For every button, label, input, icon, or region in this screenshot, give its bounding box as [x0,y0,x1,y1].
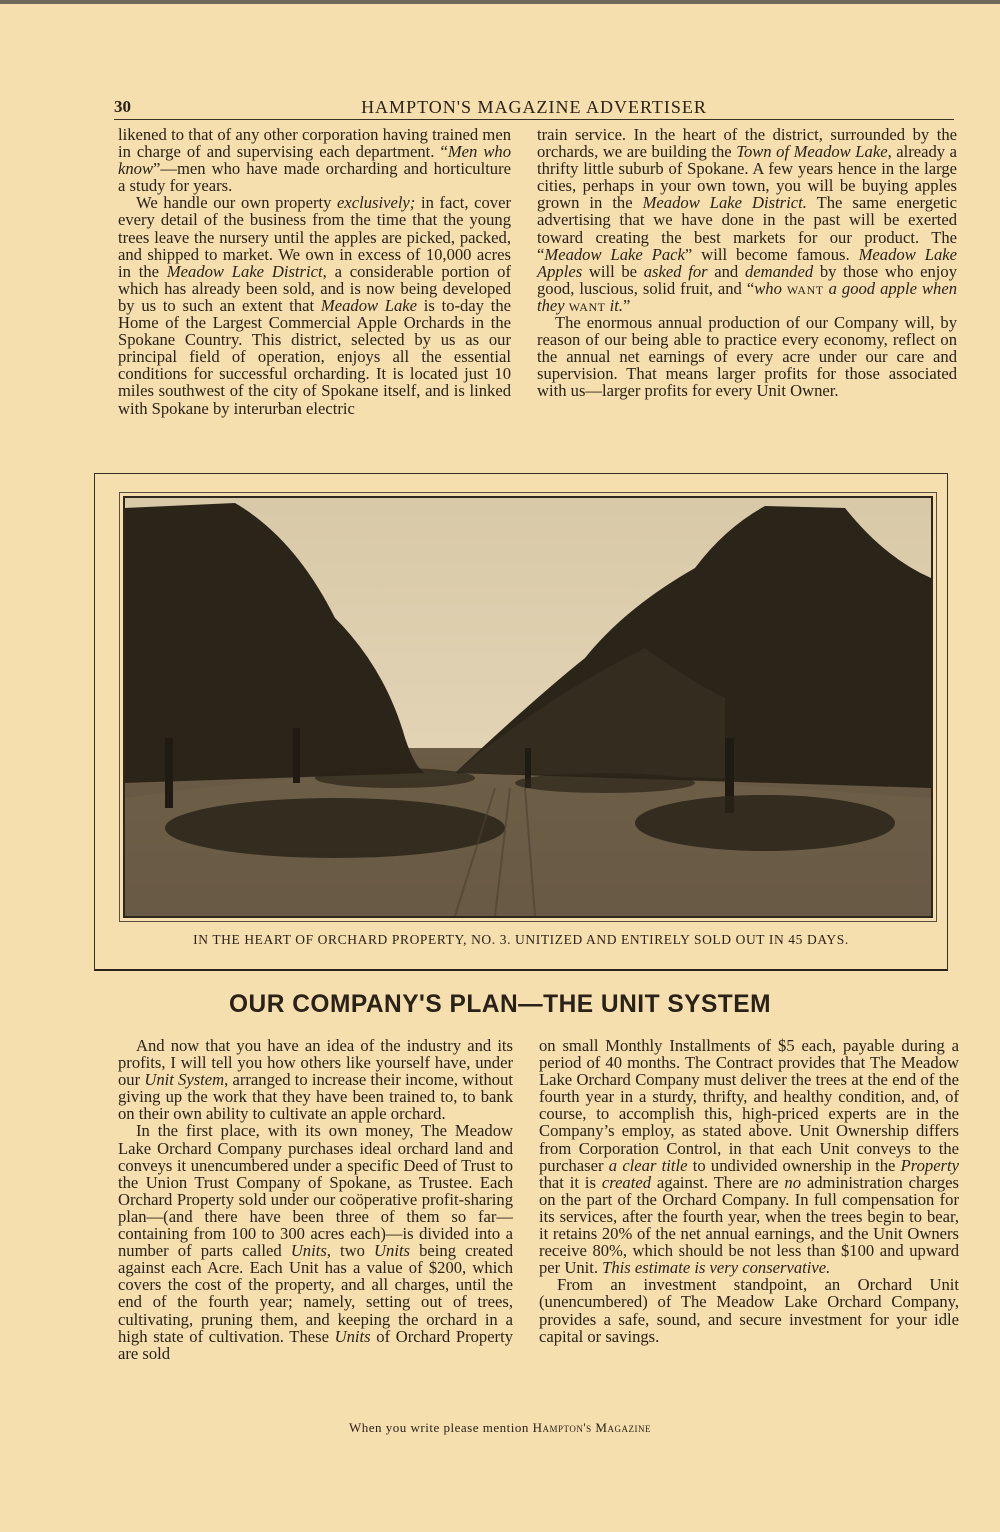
text-run: , already a thrifty little suburb of Spokane. A few years hence in the large cities, perhaps in your own town, you will be buying apples grown in the [537,142,958,213]
tree-shadow [165,798,505,858]
emphasis-text: Town of Meadow Lake [736,142,888,162]
emphasis-text: Meadow Lake Apples [537,244,957,281]
emphasis-text: Men who know [118,142,511,179]
paragraph [537,314,957,399]
paragraph [118,1122,513,1361]
page-header [114,97,954,120]
paragraph [539,1037,959,1276]
emphasis-text: Meadow Lake District [166,261,323,281]
paragraph [118,1037,513,1122]
text-run: in fact, cover every detail of the business from the time that the young trees leave the nursery until the apples are picked, packed, and shipped to market. We own in excess of 10,000 acres in the [118,193,511,281]
text-run: And now that you have an idea of the industry and its profits, I will tell you how others like yourself have, under our [118,1036,513,1090]
bottom-right-column [539,1037,959,1345]
top-left-column [118,126,511,417]
text-run: against. There are [651,1172,785,1192]
text-run: likened to that of any other corporation having trained men in charge of and supervising each department. “ [118,125,511,162]
paragraph [118,194,511,416]
text-run: and [707,261,745,281]
emphasis-text: Meadow Lake [320,295,418,315]
photo-frame [94,473,948,971]
emphasis-text: who [754,278,787,298]
emphasis-text: a clear title [608,1155,688,1175]
bottom-left-column [118,1037,513,1362]
photo-caption: IN THE HEART OF ORCHARD PROPERTY, NO. 3. UNITIZED AND ENTIRELY SOLD OUT IN 45 DAYS. [193,932,849,947]
text-run: being created against each Acre. Each Unit has a value of $200, which covers the cost of the property, and all charges, until the end of the fourth year; namely, setting out of trees, cultivating, pruning them, and keeping the orchard in a high state of cultivation. These [118,1241,513,1346]
tree-shadow [515,773,695,793]
text-run: From an investment standpoint, an Orchard Unit (unencumbered) of The Meadow Lake Orchard Company, provides a safe, sound, and secure investment for your idle capital or savings. [539,1275,959,1346]
tree-trunk [165,738,173,808]
tree-trunk [293,728,300,783]
paragraph [118,126,511,194]
emphasis-text: Unit System [144,1070,225,1090]
section-heading: OUR COMPANY'S PLAN—THE UNIT SYSTEM [228,990,772,1018]
text-run: , two [326,1241,375,1261]
emphasis-text: This estimate is very conservative. [602,1258,831,1278]
footer-text: When you write please mention [349,1420,533,1435]
emphasis-text: asked for [643,261,708,281]
text-run: to undivided ownership in the [687,1155,901,1175]
emphasis-text: Property [900,1155,959,1175]
text-run: administration charges on the part of the Orchard Company. In full compensation for its services, after the fourth year, when the trees begin to bear, it retains 20% of the net annual earnings, and the Unit Owners receive 80%, which should be not less than $100 and upward per Unit. [539,1172,960,1278]
tree-shadow [635,795,895,851]
text-run: ”—men who have made orcharding and horticulture a study for years. [118,159,511,196]
emphasis-text: exclusively; [337,193,416,213]
text-run: ” [623,295,631,315]
page-number: 30 [114,97,131,116]
emphasis-text: no [784,1172,801,1192]
text-run: on small Monthly Installments of $5 each, payable during a period of 40 months. The Contract provides that The Meadow Lake Orchard Company must deliver the trees at the end of the fourth year in a sturdy, thrifty, and healthy condition, and, of course, to accomplish this, high-priced experts are in the Company’s employ, as stated above. Unit Ownership differs from Corporation Control, in that each Unit conveys to the purchaser [539,1036,959,1175]
running-title: HAMPTON'S MAGAZINE ADVERTISER [361,97,707,117]
orchard-photo [123,496,933,918]
text-run: , a considerable portion of which has already been sold, and is now being developed by us to such an extent that [118,261,512,315]
text-run: that it is [539,1172,602,1192]
paragraph [539,1276,959,1344]
small-caps-text: want [786,278,824,298]
footer-magazine-name: Hampton's Magazine [532,1420,651,1435]
text-run: will be [582,261,644,281]
text-run: is to-day the Home of the Largest Commercial Apple Orchards in the Spokane Country. This district, selected by us as our principal field of operation, enjoys all the essential conditions for successful orcharding. It is located just 10 miles southwest of the city of Spokane itself, and is linked with Spokane by interurban electric [118,295,511,418]
text-run: The same energetic advertising that we have done in the past will be exerted toward creating the best markets for our product. The “ [537,193,958,264]
emphasis-text: a good apple when they [537,278,957,315]
emphasis-text: Units [334,1326,371,1346]
page-footer [0,1420,1000,1436]
emphasis-text: Units [290,1241,327,1261]
emphasis-text: demanded [744,261,814,281]
text-run: ” will become famous. [684,244,859,264]
paragraph [537,126,957,314]
scan-edge-strip [0,0,1000,4]
emphasis-text: Units [374,1241,411,1261]
text-run: We handle our own property [136,193,338,213]
small-caps-text: want [568,295,606,315]
orchard-illustration [125,498,931,916]
emphasis-text: Meadow Lake District. [642,193,807,213]
top-right-column [537,126,957,400]
text-run: of Orchard Property are sold [118,1326,513,1363]
text-run: train service. In the heart of the district, surrounded by the orchards, we are building the [537,125,957,162]
emphasis-text: created [601,1172,652,1192]
text-run: The enormous annual production of our Company will, by reason of our being able to practice every economy, reflect on the annual net earnings of every acre under our care and supervision. That means larger profits for those associated with us—larger profits for every Unit Owner. [537,313,957,401]
text-run: by those who enjoy good, luscious, solid fruit, and “ [537,261,957,298]
emphasis-text: it. [605,295,623,315]
emphasis-text: Meadow Lake Pack [544,244,685,264]
text-run: , arranged to increase their income, without giving up the work that they have been trained to, to bank on their own ability to cultivate an apple orchard. [118,1070,513,1124]
tree-shadow [315,768,475,788]
text-run: In the first place, with its own money, The Meadow Lake Orchard Company purchases ideal orchard land and conveys it unencumbered under a specific Deed of Trust to the Union Trust Company of Spokane, as Trustee. Each Orchard Property sold under our coöperative profit-sharing plan—(and there have been three of them so far—containing from 100 to 300 acres each)—is divided into a number of parts called [118,1121,513,1261]
